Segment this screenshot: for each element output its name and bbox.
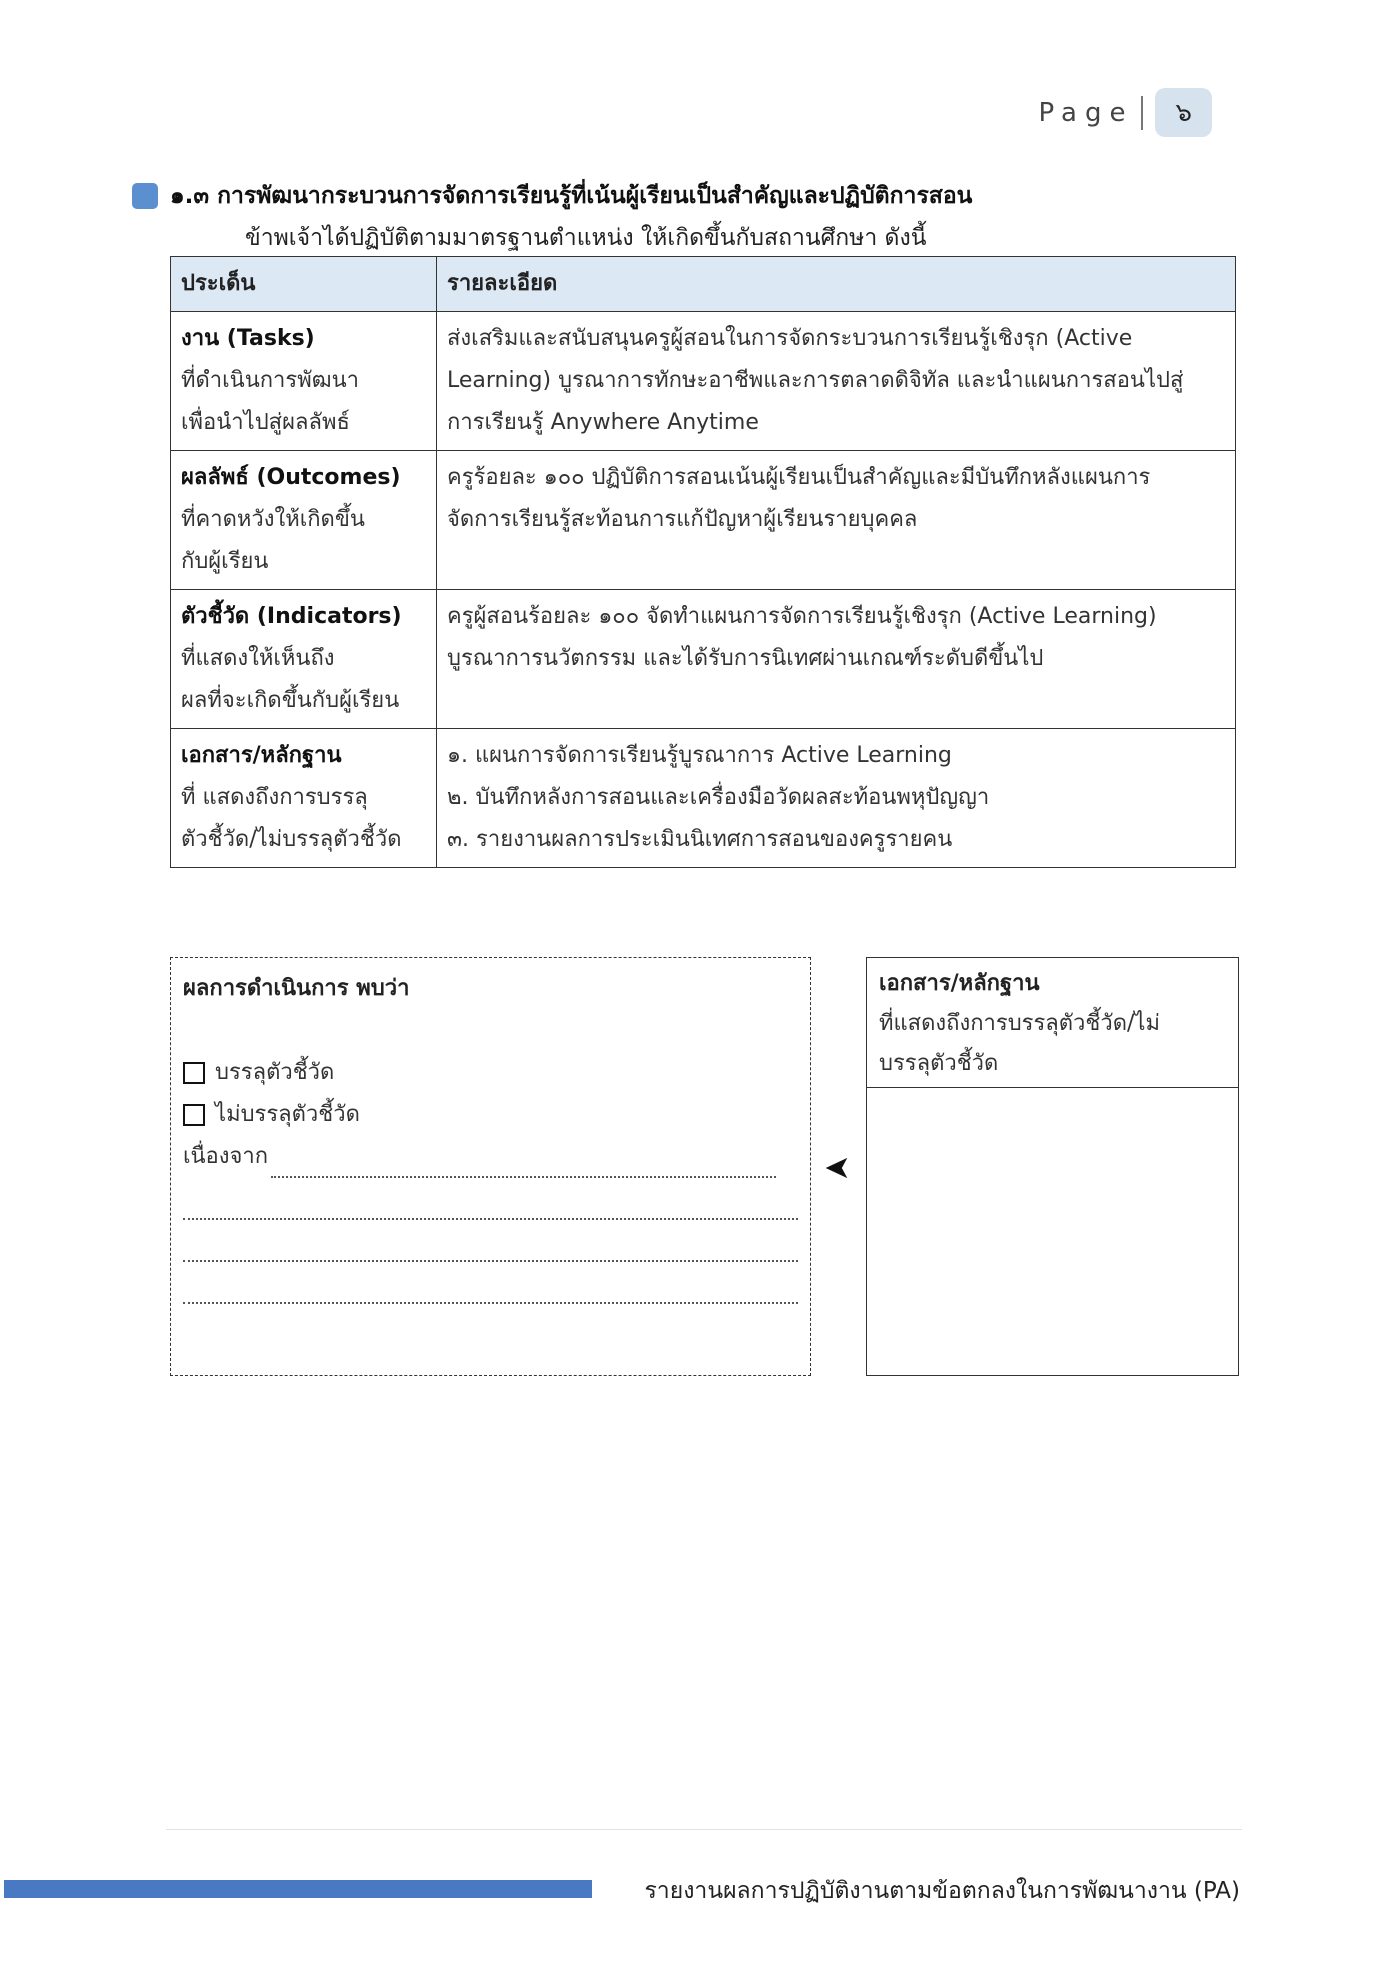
section-intro: ข้าพเจ้าได้ปฏิบัติตามมาตรฐานตำแหน่ง ให้เกิดขึ้นกับสถานศึกษา ดังนี้ [245, 225, 927, 251]
row-sublabel: ที่แสดงให้เห็นถึง [181, 646, 335, 671]
detail-line: Learning) บูรณาการทักษะอาชีพและการตลาดดิจิทัล และนำแผนการสอนไปสู่ [447, 368, 1184, 393]
checkbox-icon[interactable] [183, 1062, 205, 1084]
page-separator [1141, 96, 1143, 130]
row-detail-cell [437, 729, 1236, 868]
page-header [1039, 88, 1212, 137]
spacer [183, 1010, 798, 1052]
option-achieved[interactable] [183, 1052, 798, 1094]
detail-line: ส่งเสริมและสนับสนุนครูผู้สอนในการจัดกระบวนการเรียนรู้เชิงรุก (Active [447, 326, 1133, 351]
table-row [171, 451, 1236, 590]
detail-line: บูรณาการนวัตกรรม และได้รับการนิเทศผ่านเกณฑ์ระดับดีขึ้นไป [447, 646, 1044, 671]
table-row [171, 312, 1236, 451]
reason-line[interactable] [183, 1178, 798, 1220]
column-header-topic: ประเด็น [171, 257, 437, 312]
table-header-row [171, 257, 1236, 312]
evidence-box [866, 957, 1239, 1376]
row-label: งาน (Tasks) [181, 326, 315, 351]
row-sublabel: ที่ดำเนินการพัฒนา [181, 368, 359, 393]
footer-accent-bar [4, 1880, 592, 1898]
row-label: ผลลัพธ์ (Outcomes) [181, 465, 401, 490]
evidence-header [867, 958, 1238, 1088]
row-sublabel: ตัวชี้วัด/ไม่บรรลุตัวชี้วัด [181, 827, 402, 852]
row-topic-cell [171, 590, 437, 729]
reason-line[interactable] [183, 1220, 798, 1262]
section-heading [132, 178, 972, 214]
detail-line: ๒. บันทึกหลังการสอนและเครื่องมือวัดผลสะท้อนพหุปัญญา [447, 785, 990, 810]
page-number-badge: ๖ [1155, 88, 1212, 137]
square-bullet-icon [132, 183, 158, 209]
detail-line: ครูผู้สอนร้อยละ ๑๐๐ จัดทำแผนการจัดการเรียนรู้เชิงรุก (Active Learning) [447, 604, 1157, 629]
evidence-subtitle: บรรลุตัวชี้วัด [879, 1051, 999, 1076]
because-label: เนื่องจาก [183, 1144, 269, 1169]
detail-line: จัดการเรียนรู้สะท้อนการแก้ปัญหาผู้เรียนรายบุคคล [447, 507, 918, 532]
detail-line: ๑. แผนการจัดการเรียนรู้บูรณาการ Active Learning [447, 743, 952, 768]
row-label: เอกสาร/หลักฐาน [181, 743, 342, 768]
footer-divider [166, 1829, 1242, 1830]
row-sublabel: ที่ แสดงถึงการบรรลุ [181, 785, 368, 810]
option-achieved-label: บรรลุตัวชี้วัด [215, 1060, 335, 1085]
row-sublabel: เพื่อนำไปสู่ผลลัพธ์ [181, 410, 350, 435]
evidence-subtitle: ที่แสดงถึงการบรรลุตัวชี้วัด/ไม่ [879, 1011, 1160, 1036]
row-sublabel: ผลที่จะเกิดขึ้นกับผู้เรียน [181, 688, 400, 713]
row-topic-cell [171, 729, 437, 868]
table-row [171, 729, 1236, 868]
result-title: ผลการดำเนินการ พบว่า [183, 976, 410, 1001]
row-sublabel: ที่คาดหวังให้เกิดขึ้น [181, 507, 365, 532]
page-label: Page [1038, 97, 1134, 128]
checkbox-icon[interactable] [183, 1104, 205, 1126]
detail-line: การเรียนรู้ Anywhere Anytime [447, 410, 759, 435]
row-topic-cell [171, 312, 437, 451]
evidence-title: เอกสาร/หลักฐาน [879, 971, 1040, 996]
row-sublabel: กับผู้เรียน [181, 549, 269, 574]
footer-text: รายงานผลการปฏิบัติงานตามข้อตกลงในการพัฒนางาน (PA) [644, 1878, 1240, 1904]
row-topic-cell [171, 451, 437, 590]
row-detail-cell [437, 451, 1236, 590]
detail-line: ๓. รายงานผลการประเมินนิเทศการสอนของครูรายคน [447, 827, 953, 852]
reason-line[interactable] [183, 1262, 798, 1304]
option-not-achieved-label: ไม่บรรลุตัวชี้วัด [215, 1102, 360, 1127]
row-detail-cell [437, 590, 1236, 729]
standards-table [170, 256, 1236, 868]
column-header-details: รายละเอียด [437, 257, 1236, 312]
row-detail-cell [437, 312, 1236, 451]
arrow-left-icon: ➤ [824, 1148, 851, 1186]
table-row [171, 590, 1236, 729]
result-box [170, 957, 811, 1376]
section-title: ๑.๓ การพัฒนากระบวนการจัดการเรียนรู้ที่เน้นผู้เรียนเป็นสำคัญและปฏิบัติการสอน [170, 183, 973, 209]
option-not-achieved[interactable] [183, 1094, 798, 1136]
row-label: ตัวชี้วัด (Indicators) [181, 604, 402, 629]
detail-line: ครูร้อยละ ๑๐๐ ปฏิบัติการสอนเน้นผู้เรียนเป็นสำคัญและมีบันทึกหลังแผนการ [447, 465, 1151, 490]
reason-line[interactable] [271, 1136, 776, 1178]
